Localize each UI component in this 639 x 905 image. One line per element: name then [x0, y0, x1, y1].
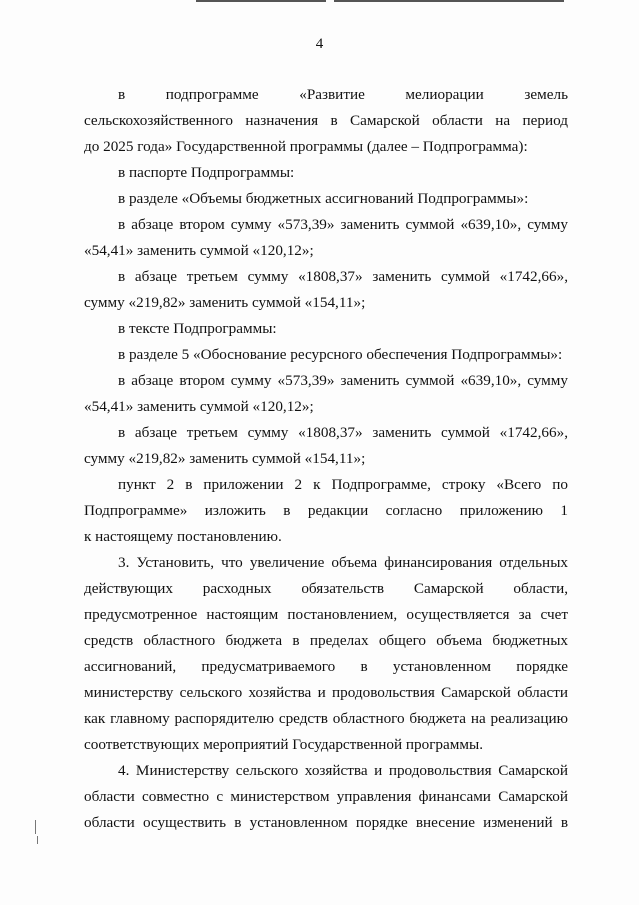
text-line: до 2025 года» Государственной программы (далее – Подпрограмма): — [84, 138, 528, 155]
text-line: в разделе 5 «Обоснование ресурсного обеспечения Подпрограммы»: — [118, 346, 563, 363]
text-line: 3. Установить, что увеличение объема финансирования отдельных — [118, 554, 568, 571]
text-line: 4. Министерству сельского хозяйства и продовольствия Самарской — [118, 762, 568, 779]
text-line: пункт 2 в приложении 2 к Подпрограмме, строку «Всего по — [118, 476, 568, 493]
text-line: в абзаце втором сумму «573,39» заменить суммой «639,10», сумму — [118, 216, 568, 233]
text-line: министерству сельского хозяйства и продовольствия Самарской области — [84, 684, 568, 701]
text-line: сельскохозяйственного назначения в Самарской области на период — [84, 112, 568, 129]
scan-mark — [35, 820, 36, 834]
text-line: сумму «219,82» заменить суммой «154,11»; — [84, 450, 366, 467]
text-line: области совместно с министерством управления финансами Самарской — [84, 788, 568, 805]
text-line: сумму «219,82» заменить суммой «154,11»; — [84, 294, 366, 311]
text-line: «54,41» заменить суммой «120,12»; — [84, 242, 314, 259]
text-line: к настоящему постановлению. — [84, 528, 282, 545]
text-line: в паспорте Подпрограммы: — [118, 164, 295, 181]
text-line: как главному распорядителю средств областного бюджета на реализацию — [84, 710, 568, 727]
text-line: в абзаце третьем сумму «1808,37» заменить суммой «1742,66», — [118, 424, 568, 441]
text-line: в абзаце втором сумму «573,39» заменить суммой «639,10», сумму — [118, 372, 568, 389]
text-line: в тексте Подпрограммы: — [118, 320, 277, 337]
text-line: соответствующих мероприятий Государственной программы. — [84, 736, 483, 753]
text-line: «54,41» заменить суммой «120,12»; — [84, 398, 314, 415]
text-line: ассигнований, предусматриваемого в установленном порядке — [84, 658, 568, 675]
page-number: 4 — [315, 36, 324, 52]
text-line: действующих расходных обязательств Самарской области, — [84, 580, 568, 597]
text-line: области осуществить в установленном порядке внесение изменений в — [84, 814, 568, 831]
text-line: предусмотренное настоящим постановлением, осуществляется за счет — [84, 606, 568, 623]
scan-mark — [37, 836, 38, 844]
top-edge-line — [334, 0, 564, 2]
top-edge-line — [196, 0, 326, 2]
text-line: в абзаце третьем сумму «1808,37» заменить суммой «1742,66», — [118, 268, 568, 285]
text-line: Подпрограмме» изложить в редакции согласно приложению 1 — [84, 502, 568, 519]
text-line: средств областного бюджета в пределах общего объема бюджетных — [84, 632, 568, 649]
text-line: в подпрограмме «Развитие мелиорации земель — [118, 86, 568, 103]
text-line: в разделе «Объемы бюджетных ассигнований Подпрограммы»: — [118, 190, 529, 207]
